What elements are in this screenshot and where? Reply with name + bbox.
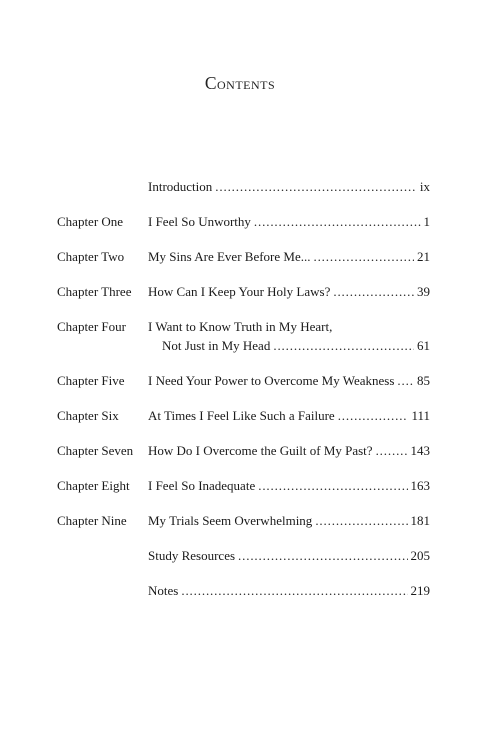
page-number: 205 (410, 548, 430, 563)
page-number: 181 (410, 513, 430, 528)
toc-line (148, 407, 430, 424)
entry-title: I Feel So Unworthy (148, 214, 251, 229)
chapter-label: Chapter Seven (57, 443, 134, 458)
chapter-label: Chapter Eight (57, 478, 130, 493)
entry-title: Introduction (148, 179, 213, 194)
toc-line (148, 477, 430, 494)
toc-line (148, 283, 430, 300)
dot-leader (338, 407, 409, 424)
dot-leader (181, 582, 407, 599)
chapter-label: Chapter Four (57, 319, 126, 334)
chapter-label: Chapter Nine (57, 513, 127, 528)
entry-title: Study Resources (148, 548, 236, 563)
entry-title: I Need Your Power to Overcome My Weakness (148, 373, 395, 388)
page-number: 39 (417, 284, 430, 299)
chapter-label: Chapter One (57, 214, 124, 229)
entry-title: I Feel So Inadequate (148, 478, 256, 493)
toc-line (148, 213, 430, 230)
page-number: 21 (417, 249, 430, 264)
chapter-label: Chapter Two (57, 249, 125, 264)
dot-leader (313, 248, 414, 265)
chapter-label: Chapter Six (57, 408, 119, 423)
chapter-label: Chapter Five (57, 373, 125, 388)
dot-leader (376, 442, 408, 459)
dot-leader (273, 337, 414, 354)
entry-title: How Can I Keep Your Holy Laws? (148, 284, 331, 299)
toc-line (148, 442, 430, 459)
toc-line (148, 582, 430, 599)
page-number: 61 (417, 338, 430, 353)
page-number: 85 (417, 373, 430, 388)
toc-line (148, 178, 430, 195)
toc-line (148, 547, 430, 564)
dot-leader (333, 283, 414, 300)
page-number: 163 (410, 478, 430, 493)
chapter-label: Chapter Three (57, 284, 132, 299)
toc-line (148, 372, 430, 389)
page-number: ix (419, 179, 430, 194)
entry-title: I Want to Know Truth in My Heart, (148, 319, 333, 334)
dot-leader (215, 178, 417, 195)
page-title: Contents (204, 73, 276, 93)
toc-line (148, 512, 430, 529)
entry-title: My Trials Seem Overwhelming (148, 513, 313, 528)
dot-leader (254, 213, 421, 230)
entry-title: How Do I Overcome the Guilt of My Past? (148, 443, 373, 458)
toc-line (148, 248, 430, 265)
entry-title-continued: Not Just in My Head (162, 338, 271, 353)
dot-leader (397, 372, 414, 389)
page-number: 143 (410, 443, 430, 458)
dot-leader (315, 512, 407, 529)
toc-line-first (148, 318, 430, 335)
dot-leader (258, 477, 407, 494)
page-number: 111 (411, 408, 430, 423)
page-number: 219 (410, 583, 430, 598)
entry-title: At Times I Feel Like Such a Failure (148, 408, 335, 423)
toc-line-continuation (162, 337, 430, 354)
dot-leader (238, 547, 407, 564)
entry-title: Notes (148, 583, 179, 598)
page-number: 1 (423, 214, 430, 229)
entry-title: My Sins Are Ever Before Me... (148, 249, 311, 264)
